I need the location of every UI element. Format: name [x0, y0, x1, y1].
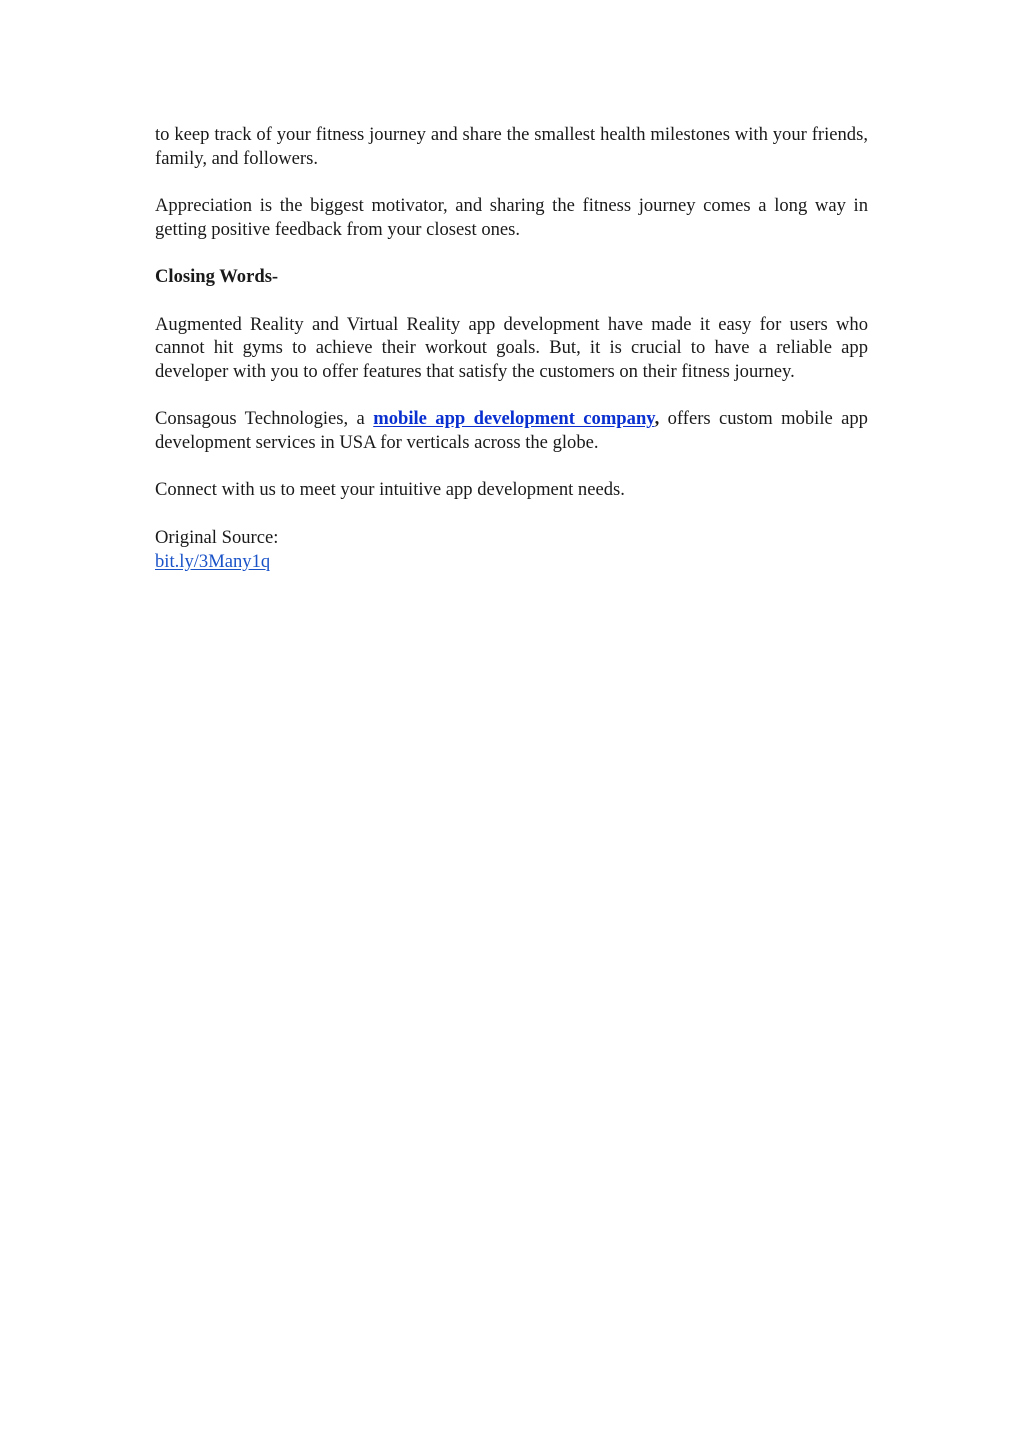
original-source-label: Original Source:	[155, 526, 279, 548]
paragraph-appreciation: Appreciation is the biggest motivator, and sharing the fitness journey comes a long way in getting positive feedback from your closest ones.	[155, 195, 868, 240]
consagous-services-text: offers custom mobile app development services in USA for verticals across the globe.	[155, 408, 868, 454]
section-heading-closing-words: Closing Words-	[155, 266, 279, 288]
link-trailing-comma: ,	[654, 408, 660, 430]
paragraph-consagous	[155, 407, 868, 454]
original-source-link[interactable]: bit.ly/3Many1q	[155, 550, 271, 572]
mobile-app-development-company-link[interactable]: mobile app development company	[373, 408, 655, 430]
paragraph-ar-vr-development: Augmented Reality and Virtual Reality app development have made it easy for users who cannot hit gyms to achieve their workout goals. But, it is crucial to have a reliable app developer with you to offer features that satisfy the customers on their fitness journey.	[155, 313, 868, 382]
paragraph-fitness-journey: to keep track of your fitness journey and share the smallest health milestones with your friends, family, and followers.	[155, 124, 868, 169]
consagous-intro-text: Consagous Technologies, a	[155, 408, 374, 430]
document-body	[155, 123, 868, 573]
paragraph-connect: Connect with us to meet your intuitive app development needs.	[155, 479, 625, 501]
